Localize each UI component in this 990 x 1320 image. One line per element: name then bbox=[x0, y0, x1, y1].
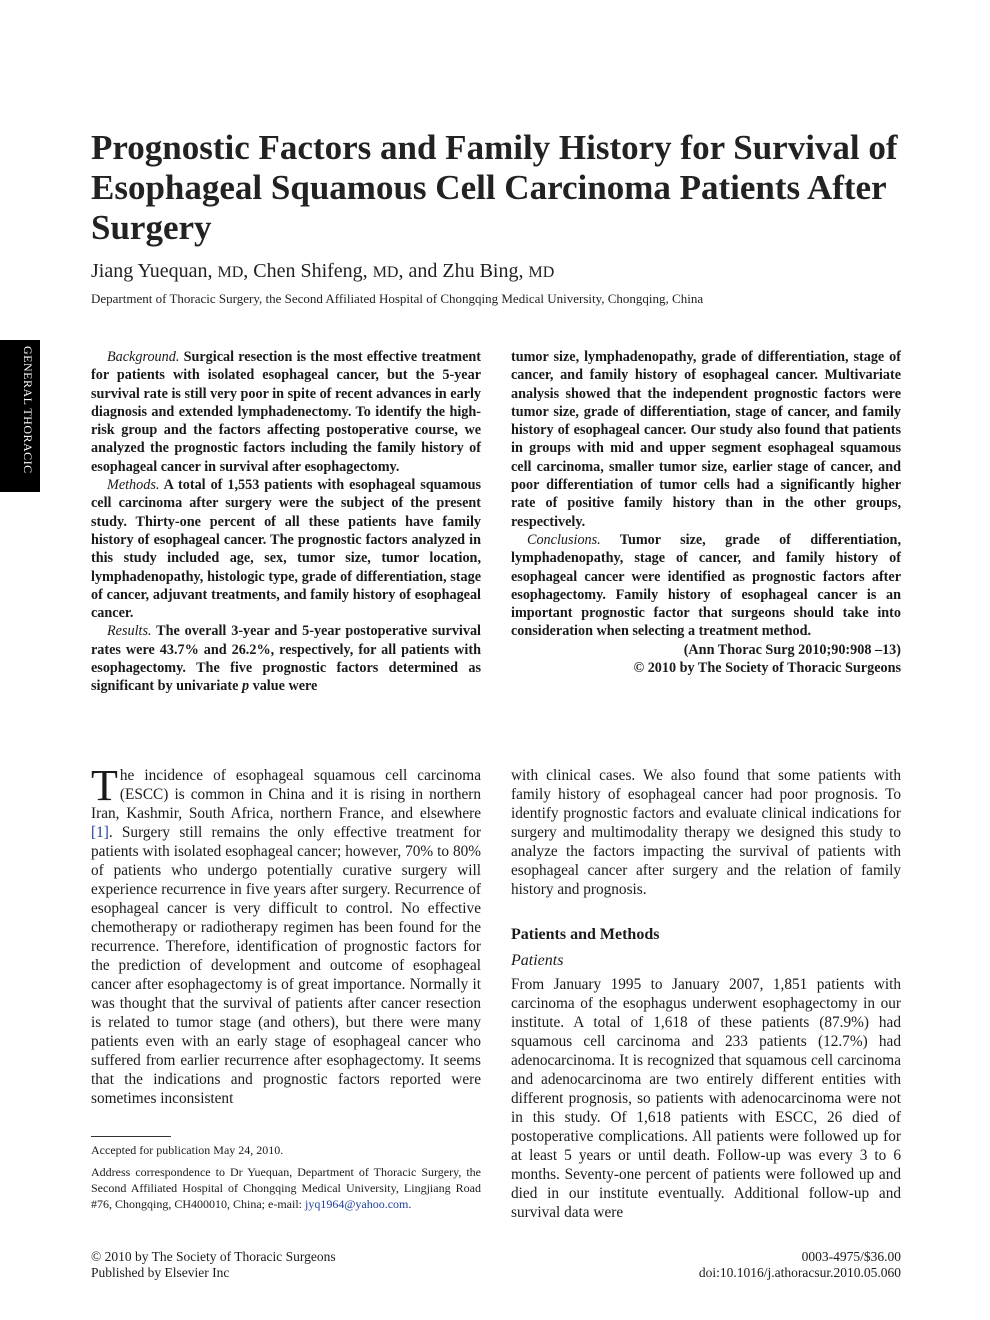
journal-citation: (Ann Thorac Surg 2010;90:908 –13) bbox=[683, 641, 901, 658]
author-3: , and Zhu Bing, bbox=[398, 260, 529, 282]
background-label: Background. bbox=[107, 349, 180, 365]
footer-issn: 0003-4975/$36.00 bbox=[801, 1249, 901, 1264]
footnotes bbox=[91, 1142, 481, 1218]
subsection-heading: Patients bbox=[511, 952, 564, 969]
intro-paragraph bbox=[91, 761, 481, 1108]
author-3-degree: MD bbox=[528, 264, 555, 281]
footnote-divider bbox=[91, 1136, 171, 1137]
address-text: Address correspondence to Dr Yuequan, Department of Thoracic Surgery, the Second Affiliated Hospital of Chongqing Medical University, Lingjiang Road #76, Chongqing, CH400010, China; e-mail: bbox=[91, 1165, 481, 1211]
footer-publisher: Published by Elsevier Inc bbox=[91, 1265, 230, 1280]
body-right-column bbox=[511, 766, 901, 1222]
conclusions-label: Conclusions. bbox=[527, 531, 601, 548]
results-text-end: value were bbox=[249, 678, 318, 695]
article-title: Prognostic Factors and Family History for Survival of Esophageal Squamous Cell Carcinoma Patients After Surgery bbox=[91, 128, 898, 247]
address-end: . bbox=[408, 1197, 412, 1211]
author-1-degree: MD bbox=[217, 264, 244, 281]
footer-right bbox=[601, 1249, 901, 1281]
abstract-results bbox=[91, 622, 481, 695]
abstract-right-column bbox=[511, 348, 901, 677]
methods-text: A total of 1,553 patients with esophageal squamous cell carcinoma after surgery were the subject of the present study. Thirty-one percent of all these patients have family history of esophageal cancer. The prognostic factors analyzed in this study included age, sex, tumor size, tumor location, lymphadenopathy, histologic type, grade of differentiation, stage of cancer, adjuvant treatments, and family history of esophageal cancer. bbox=[91, 477, 481, 622]
results-text: The overall 3-year and 5-year postoperative survival rates were 43.7% and 26.2%, respectively, for all patients with esophagectomy. The five prognostic factors determined as significant by univariate bbox=[91, 623, 481, 695]
abstract-conclusions bbox=[511, 531, 901, 641]
intro-paragraph-end: with clinical cases. We also found that some patients with family history of esophageal cancer had poor prognosis. To identify prognostic factors and evaluate clinical indications for surgery and multimodality therapy we designed this study to analyze the factors impacting the survival of patients with esophageal cancer after surgery and the relation of family history and prognosis. bbox=[511, 767, 901, 898]
author-1: Jiang Yuequan, bbox=[91, 260, 218, 282]
author-2: , Chen Shifeng, bbox=[243, 260, 373, 282]
results-label: Results. bbox=[107, 623, 152, 640]
intro-text: he incidence of esophageal squamous cell carcinoma (ESCC) is common in China and it is rising in northern Iran, Kashmir, South Africa, northern France, and elsewhere bbox=[91, 767, 481, 822]
email-link[interactable]: jyq1964@yahoo.com bbox=[305, 1197, 409, 1211]
footer-copyright: © 2010 by The Society of Thoracic Surgeons bbox=[91, 1249, 336, 1264]
reference-link-1[interactable]: [1] bbox=[91, 824, 109, 841]
abstract-background bbox=[91, 348, 481, 476]
abstract-left-column bbox=[91, 348, 481, 696]
intro-text-continued: . Surgery still remains the only effective treatment for patients with isolated esophageal cancer; however, 70% to 80% of patients who undergo potentially curative surgery will experience recurrence in five years after surgery. Recurrence of esophageal cancer is very difficult to control. No effective chemotherapy or radiotherapy regimen has been found for the recurrence. Therefore, identification of prognostic factors for the prediction of development and outcome of esophageal cancer after esophagectomy is of great importance. Normally it was thought that the survival of patients after cancer resection is related to tumor stage (and others), but there were many patients even with an early stage of esophageal cancer who suffered from earlier recurrence after esophagectomy. It seems that the indications and prognostic factors reported were sometimes inconsistent bbox=[91, 824, 481, 1107]
abstract-copyright: © 2010 by The Society of Thoracic Surgeons bbox=[633, 660, 901, 677]
footer-doi[interactable]: doi:10.1016/j.athoracsur.2010.05.060 bbox=[698, 1265, 901, 1280]
accepted-date: Accepted for publication May 24, 2010. bbox=[91, 1143, 284, 1157]
author-2-degree: MD bbox=[372, 264, 399, 281]
methods-label: Methods. bbox=[107, 477, 160, 494]
correspondence-address bbox=[91, 1164, 481, 1212]
abstract-methods bbox=[91, 476, 481, 622]
p-value-symbol: p bbox=[241, 678, 250, 695]
section-tab-label: GENERAL THORACIC bbox=[21, 346, 35, 474]
abstract-results-continued: tumor size, lymphadenopathy, grade of differentiation, stage of cancer, and family history of esophageal cancer. Multivariate analysis showed that the independent prognostic factors were tumor size, grade of differentiation, stage of cancer, and family history of esophageal cancer. Our study also found that patients in groups with mid and upper segment esophageal squamous cell carcinoma, smaller tumor size, earlier stage of cancer, and poor differentiation of tumor cells had a significantly higher rate of positive family history than in the other groups, respectively. bbox=[511, 349, 901, 530]
affiliation: Department of Thoracic Surgery, the Second Affiliated Hospital of Chongqing Medical University, Chongqing, China bbox=[91, 291, 704, 306]
conclusions-text: Tumor size, grade of differentiation, lymphadenopathy, stage of cancer, and family history of esophageal cancer were identified as prognostic factors after esophagectomy. Family history of esophageal cancer is an important prognostic factor that surgeons should take into consideration when selecting a treatment method. bbox=[511, 531, 901, 640]
background-text: Surgical resection is the most effective treatment for patients with isolated esophageal cancer, but the 5-year survival rate is still very poor in spite of recent advances in early diagnosis and extended lymphadenectomy. To identify the high-risk group and the factors affecting postoperative course, we analyzed the prognostic factors including the family history of esophageal cancer in survival after esophagectomy. bbox=[91, 349, 481, 475]
author-line bbox=[91, 258, 554, 286]
body-left-column bbox=[91, 761, 481, 1108]
footer-left bbox=[91, 1249, 336, 1281]
drop-cap: T bbox=[91, 761, 118, 810]
section-heading: Patients and Methods bbox=[511, 926, 660, 943]
patients-paragraph: From January 1995 to January 2007, 1,851 patients with carcinoma of the esophagus underwent esophagectomy in our institute. A total of 1,618 of these patients (87.9%) had squamous cell carcinoma and 233 patients (12.7%) had adenocarcinoma. It is recognized that squamous cell carcinoma and adenocarcinoma are two entirely different entities with different prognosis, so patients with adenocarcinoma were not in this study. Of 1,618 patients with ESCC, 26 died of postoperative complications. All patients were followed up for at least 5 years or until death. Follow-up was every 3 to 6 months. Seventy-one percent of patients were followed up and died in our institute eventually. Additional follow-up and survival data were bbox=[511, 976, 901, 1221]
